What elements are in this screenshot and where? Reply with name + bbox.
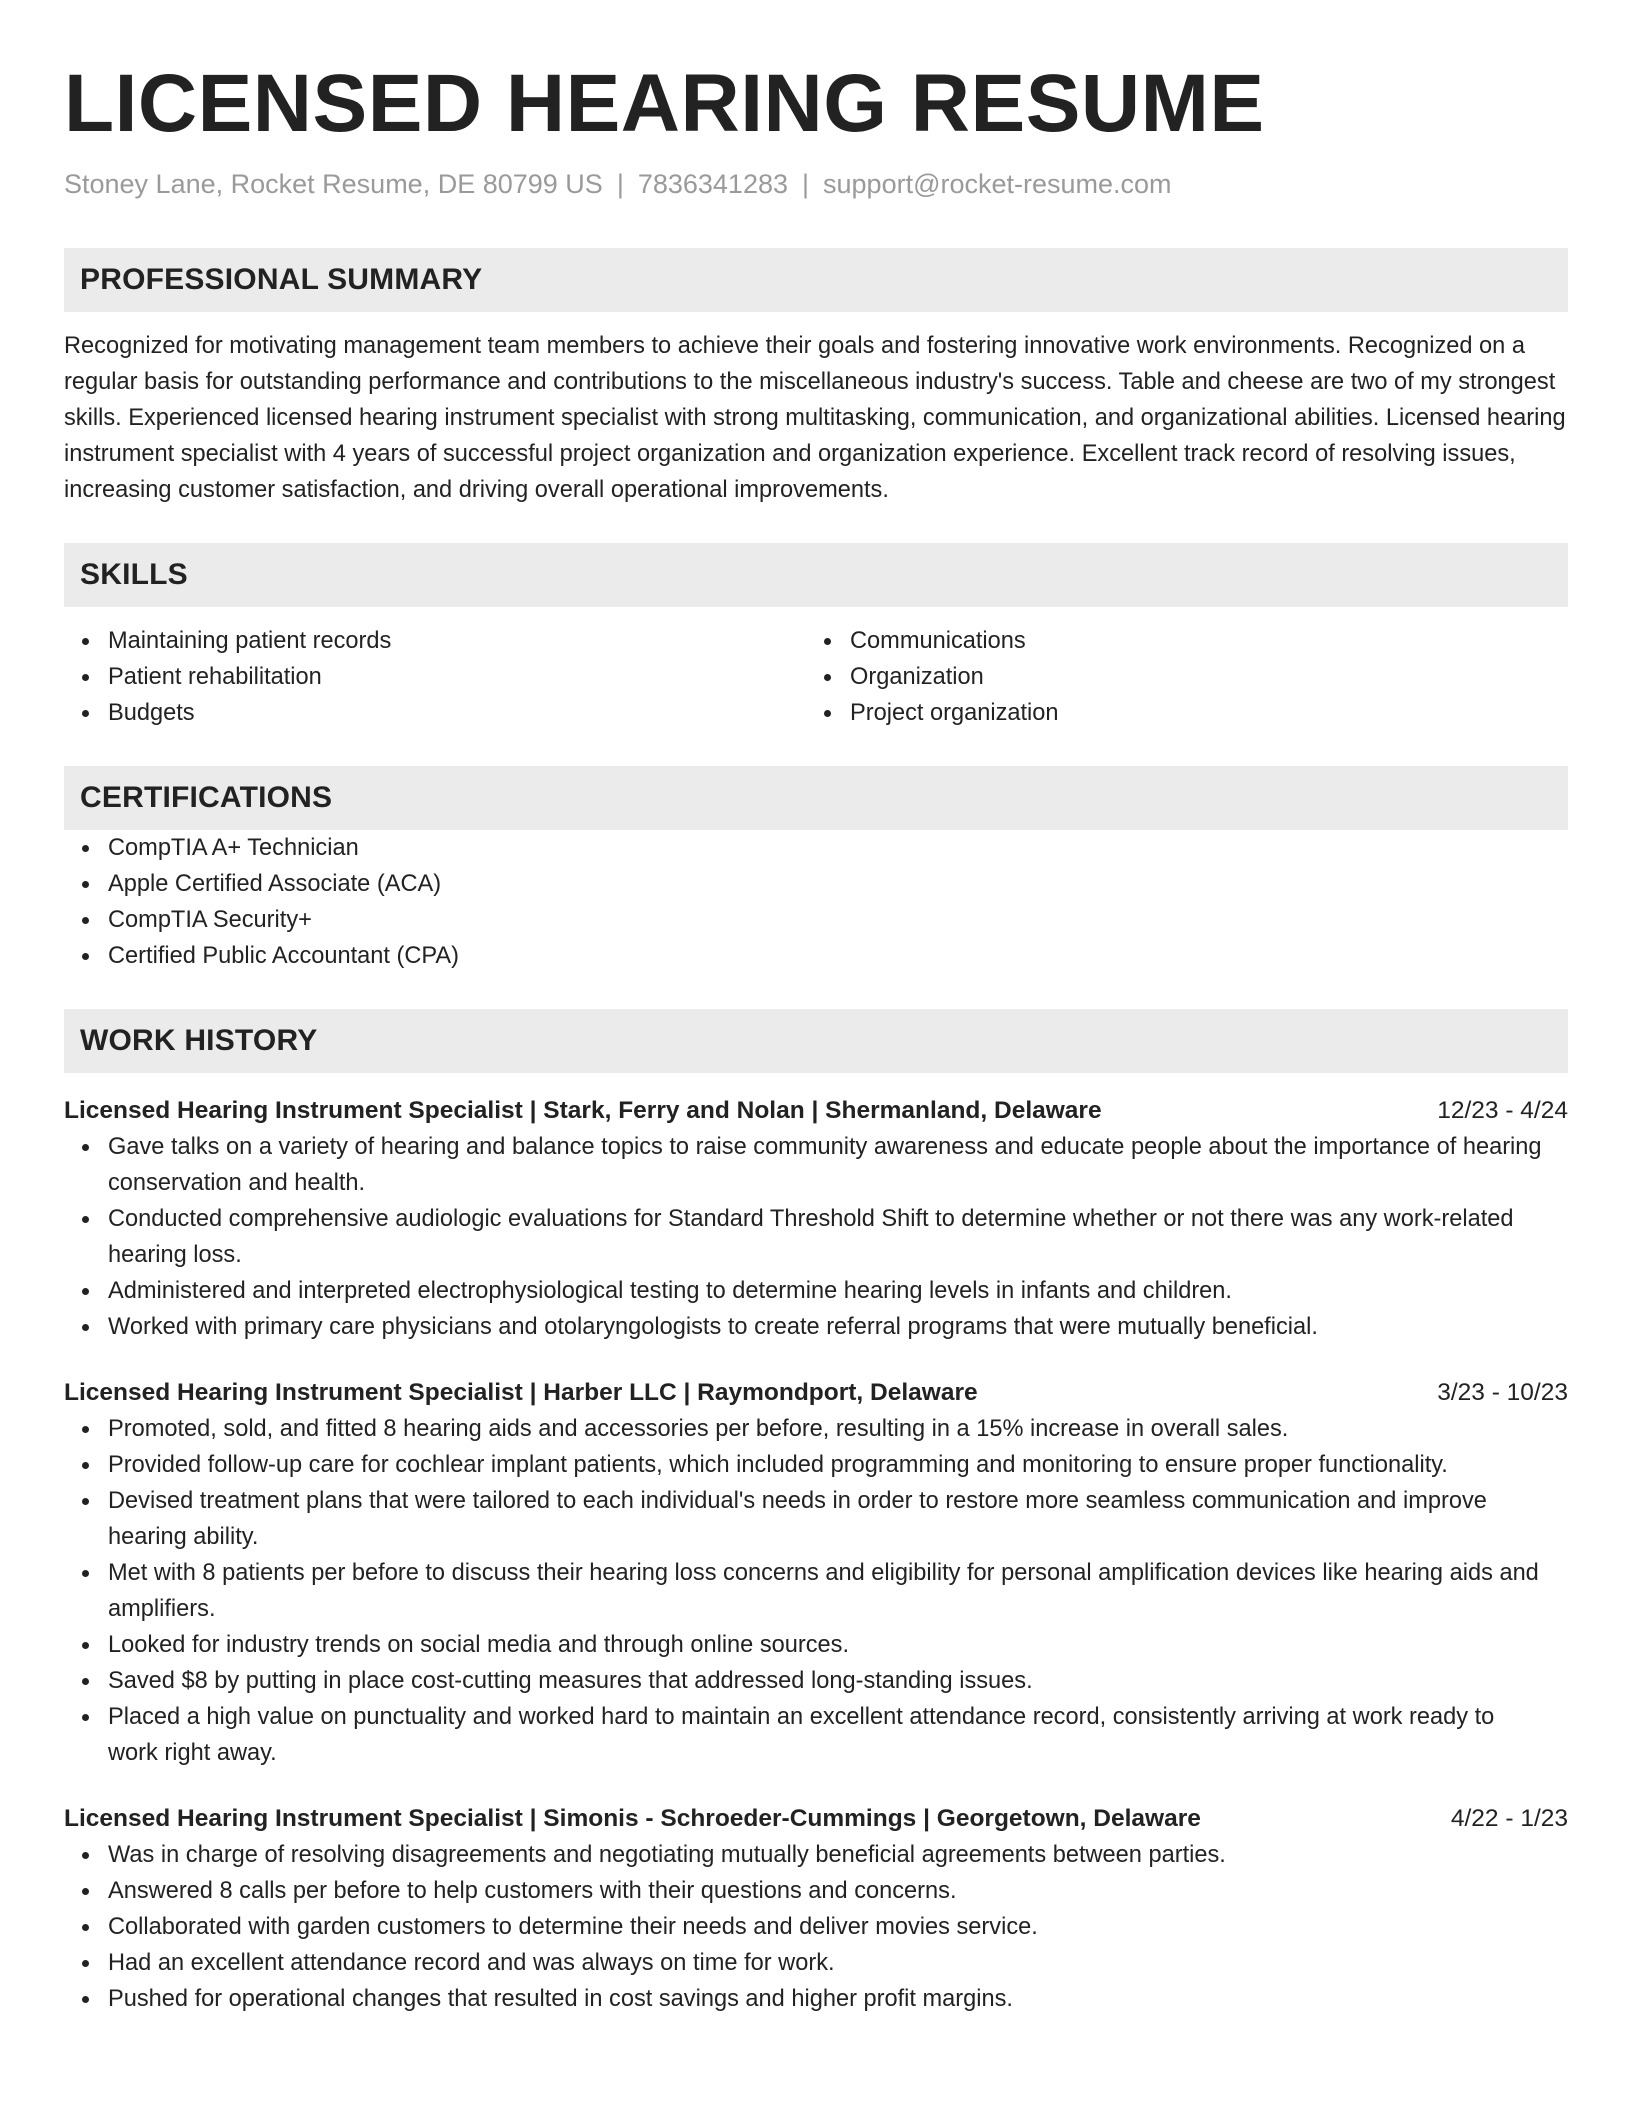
job-bullet: Administered and interpreted electrophysiological testing to determine hearing levels in infants and children. (108, 1273, 1568, 1309)
job-title-row (64, 1093, 1568, 1129)
job-entry (64, 1093, 1568, 1345)
section-header-certifications: CERTIFICATIONS (64, 766, 1568, 830)
skill-item: Budgets (108, 695, 806, 731)
contact-address: Stoney Lane, Rocket Resume, DE 80799 US (64, 169, 603, 199)
job-title-row (64, 1375, 1568, 1411)
summary-text: Recognized for motivating management team members to achieve their goals and fostering innovative work environments. Recognized on a regular basis for outstanding performance and contributions to the miscellaneous industry's success. Table and cheese are two of my strongest skills. Experienced licensed hearing instrument specialist with strong multitasking, communication, and organizational abilities. Licensed hearing instrument specialist with 4 years of successful project organization and organization experience. Excellent track record of resolving issues, increasing customer satisfaction, and driving overall operational improvements. (64, 333, 1566, 503)
section-header-skills: SKILLS (64, 543, 1568, 607)
section-header-work-history: WORK HISTORY (64, 1009, 1568, 1073)
section-header-summary: PROFESSIONAL SUMMARY (64, 248, 1568, 312)
job-bullet: Pushed for operational changes that resulted in cost savings and higher profit margins. (108, 1981, 1568, 2017)
job-title: Licensed Hearing Instrument Specialist | Stark, Ferry and Nolan | Shermanland, Delaware (64, 1097, 1102, 1124)
job-bullet: Looked for industry trends on social media and through online sources. (108, 1627, 1568, 1663)
job-title: Licensed Hearing Instrument Specialist | Harber LLC | Raymondport, Delaware (64, 1379, 978, 1406)
skill-item: Organization (850, 659, 1548, 695)
job-bullets (64, 1411, 1568, 1771)
skill-item: Maintaining patient records (108, 623, 806, 659)
skill-item: Communications (850, 623, 1548, 659)
job-bullets (64, 1837, 1568, 2017)
certification-item: Certified Public Accountant (CPA) (108, 938, 1568, 974)
skill-item: Patient rehabilitation (108, 659, 806, 695)
skills-column-left (64, 623, 806, 731)
contact-separator: | (802, 169, 810, 199)
job-bullet: Placed a high value on punctuality and worked hard to maintain an excellent attendance record, consistently arriving at work ready to work right away. (108, 1699, 1568, 1771)
job-bullet: Devised treatment plans that were tailored to each individual's needs in order to restore more seamless communication and improve hearing ability. (108, 1483, 1568, 1555)
certification-item: CompTIA Security+ (108, 902, 1568, 938)
job-dates: 4/22 - 1/23 (1450, 1805, 1568, 1832)
job-bullet: Answered 8 calls per before to help customers with their questions and concerns. (108, 1873, 1568, 1909)
job-bullet: Collaborated with garden customers to determine their needs and deliver movies service. (108, 1909, 1568, 1945)
job-bullet: Gave talks on a variety of hearing and balance topics to raise community awareness and educate people about the importance of hearing conservation and health. (108, 1129, 1568, 1201)
skills-column-right (806, 623, 1548, 731)
resume-name: LICENSED HEARING RESUME (64, 58, 1265, 149)
job-bullet: Conducted comprehensive audiologic evaluations for Standard Threshold Shift to determine whether or not there was any work-related hearing loss. (108, 1201, 1568, 1273)
job-bullet: Promoted, sold, and fitted 8 hearing aids and accessories per before, resulting in a 15% increase in overall sales. (108, 1411, 1568, 1447)
job-entry (64, 1801, 1568, 2017)
job-bullet: Was in charge of resolving disagreements and negotiating mutually beneficial agreements between parties. (108, 1837, 1568, 1873)
certifications-list (64, 830, 1568, 974)
job-bullet: Had an excellent attendance record and was always on time for work. (108, 1945, 1568, 1981)
certification-item: CompTIA A+ Technician (108, 830, 1568, 866)
job-bullet: Provided follow-up care for cochlear implant patients, which included programming and monitoring to ensure proper functionality. (108, 1447, 1568, 1483)
job-bullet: Saved $8 by putting in place cost-cutting measures that addressed long-standing issues. (108, 1663, 1568, 1699)
certification-item: Apple Certified Associate (ACA) (108, 866, 1568, 902)
job-entry (64, 1375, 1568, 1771)
job-title: Licensed Hearing Instrument Specialist | Simonis - Schroeder-Cummings | Georgetown, Delaware (64, 1805, 1201, 1832)
skills-list (64, 623, 1568, 731)
contact-email[interactable]: support@rocket-resume.com (823, 169, 1172, 199)
job-dates: 3/23 - 10/23 (1437, 1379, 1568, 1406)
job-bullet: Met with 8 patients per before to discuss their hearing loss concerns and eligibility for personal amplification devices like hearing aids and amplifiers. (108, 1555, 1568, 1627)
job-bullet: Worked with primary care physicians and otolaryngologists to create referral programs that were mutually beneficial. (108, 1309, 1568, 1345)
job-title-row (64, 1801, 1568, 1837)
contact-phone: 7836341283 (637, 169, 788, 199)
contact-line (64, 166, 1568, 202)
job-dates: 12/23 - 4/24 (1437, 1097, 1568, 1124)
job-bullets (64, 1129, 1568, 1345)
skill-item: Project organization (850, 695, 1548, 731)
contact-separator: | (616, 169, 624, 199)
